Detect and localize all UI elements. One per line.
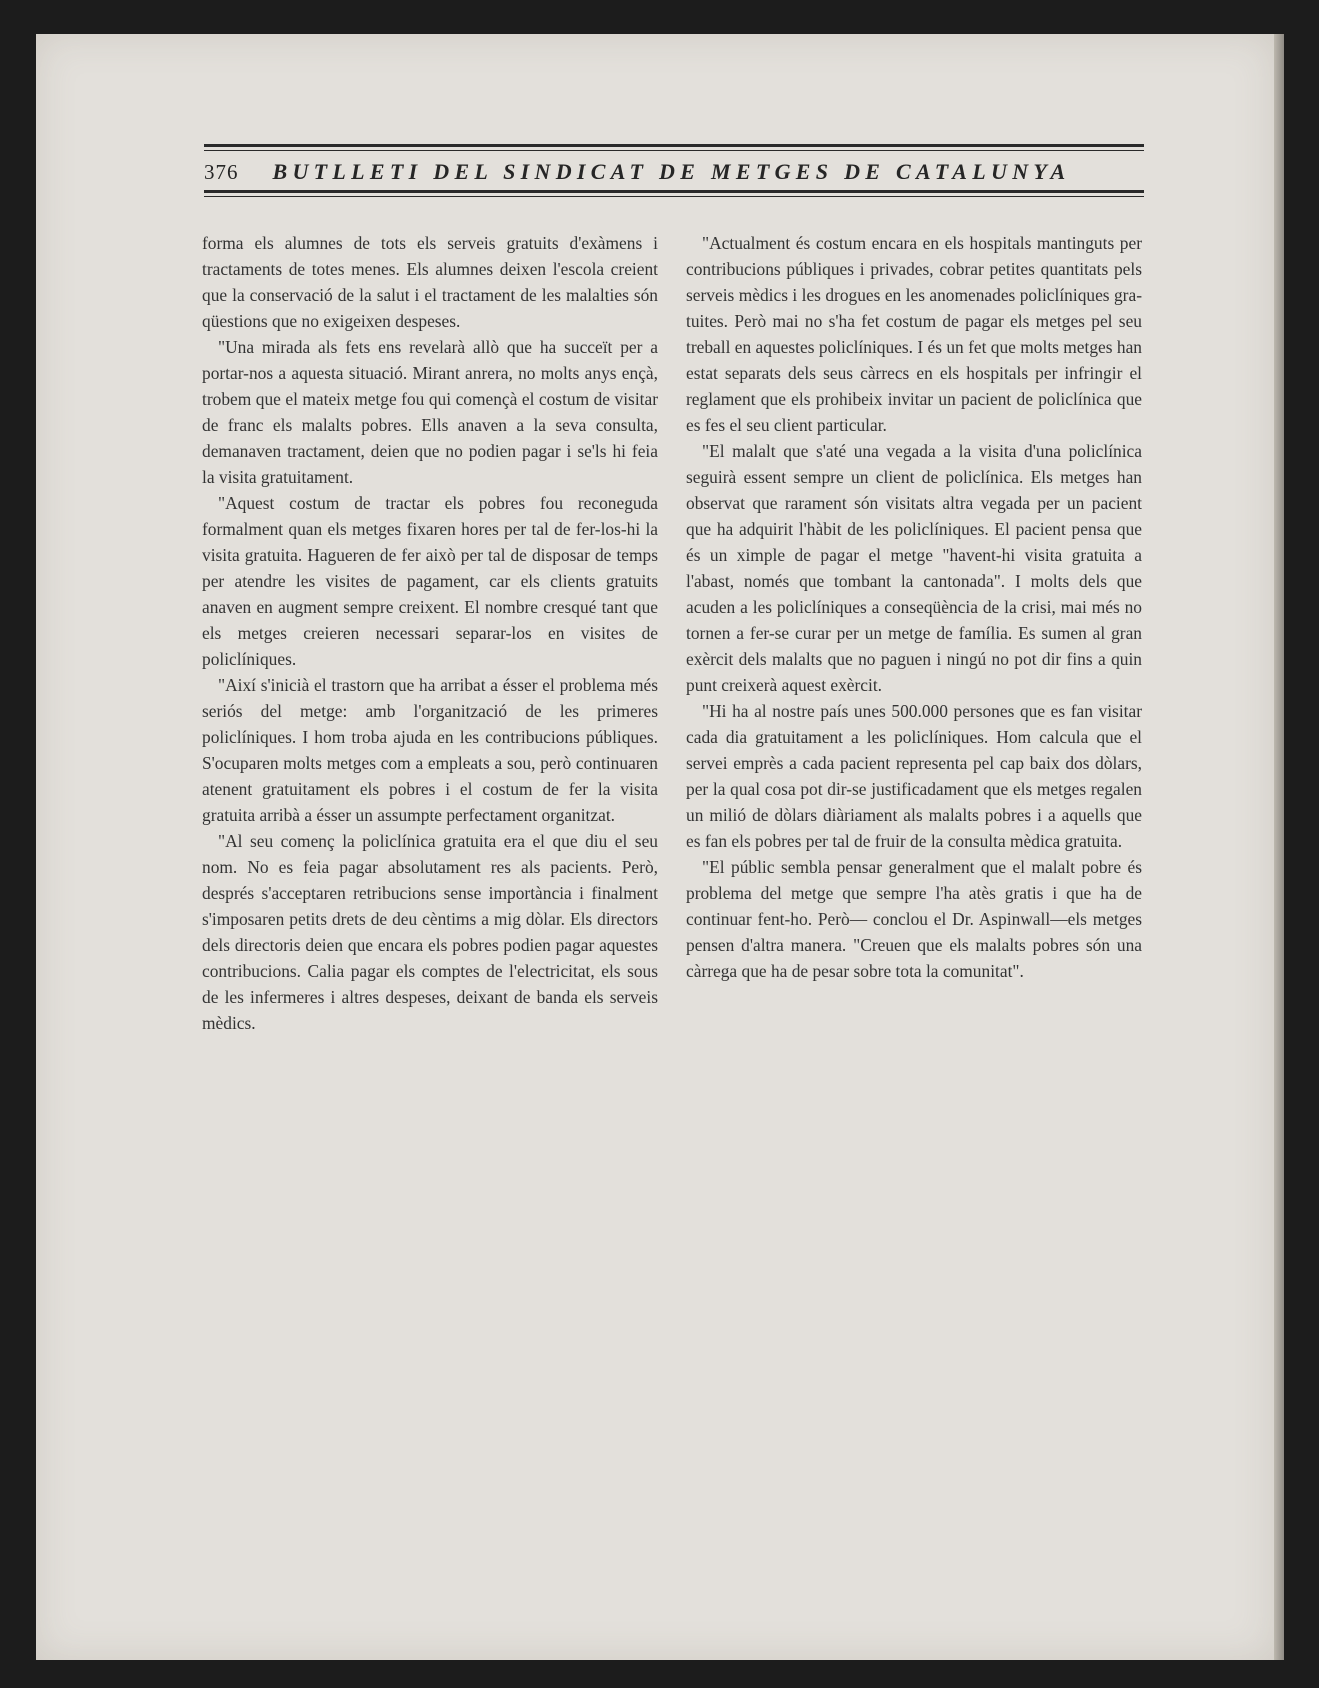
header-row [204, 158, 1144, 186]
paragraph: "Una mirada als fets ens revelarà allò que ha succeït per a portar-nos a aquesta situació. Mirant anrera, no molts anys ençà, trobem que el mateix metge fou qui començà el costum de visitar de franc els malalts pobres. Ells anaven a la seva consulta, demanaven tractament, deien que no podien pagar i se'ls hi feia la visita gratuitament. [202, 337, 658, 487]
left-text-column [202, 230, 658, 1036]
paragraph: "Al seu començ la policlínica gratuita era el que diu el seu nom. No es feia pagar absolutament res als pacients. Però, després s'acceptaren retribucions sense importància i finalment s'imposaren petits drets de deu cèntims a mig dòlar. Els directors dels directoris deien que encara els pobres podien pagar aquestes contribucions. Calia pagar els comptes de l'electricitat, els sous de les infermeres i altres despeses, deixant de banda els serveis mèdics. [202, 831, 658, 1033]
paragraph: "Aquest costum de tractar els pobres fou reconeguda formalment quan els metges fixaren hores per tal de fer-los-hi la visita gratuita. Hagueren de fer això per tal de disposar de temps per atendre les visites de pagament, car els clients gratuits anaven en augment sempre creixent. El nombre cresqué tant que els metges creieren necessari separar-los en visites de policlíniques. [202, 493, 658, 669]
journal-title: BUTLLETI DEL SINDICAT DE METGES DE CATALUNYA [272, 159, 1071, 184]
running-header [204, 144, 1144, 200]
header-bottom-rule-thin [204, 196, 1144, 197]
paragraph: "El públic sembla pensar generalment que el malalt pobre és problema del metge que sempre l'ha atès gratis i que ha de continuar fent-ho. Però— conclou el Dr. Aspinwall—els metges pensen d'altra manera. "Creuen que els malalts pobres són una càrrega que ha de pesar sobre tota la comunitat". [686, 857, 1142, 981]
paragraph: forma els alumnes de tots els serveis gratuits d'exàmens i tractaments de totes menes. Els alumnes deixen l'escola creient que la conservació de la salut i el tractament de les malalties són qüestions que no exigeixen despeses. [202, 233, 658, 331]
paragraph: "El malalt que s'até una vegada a la visita d'una policlínica seguirà essent sempre un client de policlínica. Els metges han observat que rarament són visitats altra vegada per un pacient que ha adquirit l'hàbit de les policlíniques. El pacient pensa que és un ximple de pagar el metge "havent-hi visita gratuita a l'abast, només que tombant la cantonada". I molts dels que acuden a les policlíniques a conseqüència de la crisi, mai més no tornen a fer-se curar per un metge de família. Es sumen al gran exèrcit dels malalts que no paguen i ningú no pot dir fins a quin punt creixerà aquest exèrcit. [686, 441, 1142, 695]
right-text-column [686, 230, 1142, 984]
paragraph: "Així s'inicià el trastorn que ha arribat a ésser el problema més seriós del metge: amb l'organització de les primeres policlíniques. I hom troba ajuda en les contribucions públiques. S'ocuparen molts metges com a empleats a sou, però continuaren atenent gratuitament els pobres i el costum de fer la visita gratuita arribà a ésser un assumpte perfectament organitzat. [202, 675, 658, 825]
header-top-rule [204, 144, 1144, 147]
page-number: 376 [204, 159, 239, 184]
header-bottom-rule [204, 190, 1144, 193]
page-edge [1274, 34, 1284, 1660]
paragraph: "Actualment és costum encara en els hospitals mantinguts per contribucions públiques i privades, cobrar petites quantitats pels serveis mèdics i les drogues en les anomenades policlíniques gratuites. Però mai no s'ha fet costum de pagar els metges pel seu treball en aquestes policlíniques. I és un fet que molts metges han estat separats dels seus càrrecs en els hospitals per infringir el reglament que els prohibeix invitar un pacient de policlínica que es fes el seu client particular. [686, 233, 1142, 435]
header-top-rule-thin [204, 150, 1144, 151]
paragraph: "Hi ha al nostre país unes 500.000 persones que es fan visitar cada dia gratuitament a les policlíniques. Hom calcula que el servei emprès a cada pacient representa pel cap baix dos dòlars, per la qual cosa pot dir-se justificadament que els metges regalen un milió de dòlars diàriament als malalts pobres i a aquells que es fan els pobres per tal de fruir de la consulta mèdica gratuita. [686, 701, 1142, 851]
